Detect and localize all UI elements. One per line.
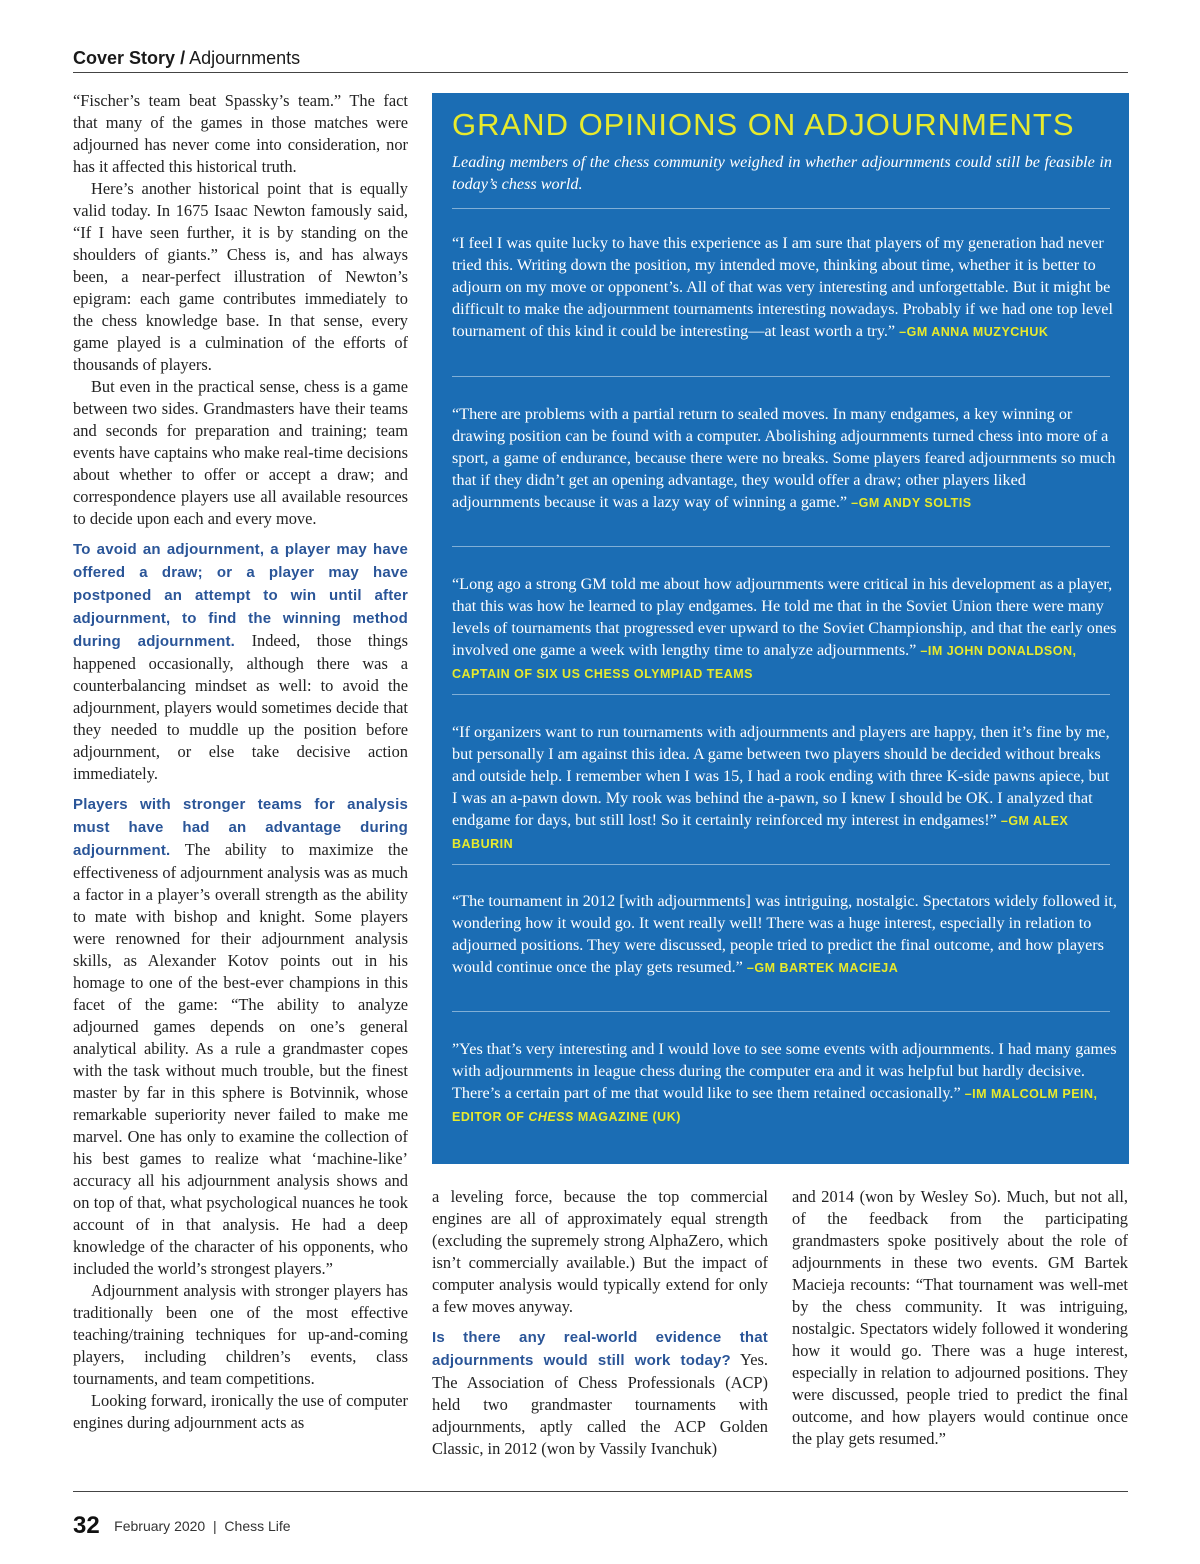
quote-text: “I feel I was quite lucky to have this experience as I am sure that players of my generation had never tried this. Writing down the position, my intended move, thinking about time, whether it is better to adjourn on my move or opponent’s. All of that was very interesting and unforgettable. But it might be difficult to make the adjournment tournaments interesting nowadays. Probably if we had one top level tournament of this kind it could be interesting—at least worth a try.” bbox=[452, 234, 1113, 340]
lead-in-text: Is there any real-world evidence that adjournments would still work today? bbox=[432, 1329, 768, 1369]
lead-in-text: Players with stronger teams for analysis must have had an advantage during adjournment. bbox=[73, 796, 408, 859]
quote-attribution: –GM BARTEK MACIEJA bbox=[746, 961, 899, 975]
paragraph: and 2014 (won by Wesley So). Much, but not all, of the feedback from the participating grandmasters spoke positively about the role of adjournments in these two events. GM Bartek Macieja recounts: “That tournament was well-met by the chess community. It was intriguing, nostalgic. Spectators widely followed it wondering how it would go. There was a huge interest, especially in relation to adjourned positions. They were discussed, people tried to predict the final outcome, and how players would continue once the play gets resumed.” bbox=[792, 1187, 1128, 1448]
issue-date: February 2020 bbox=[114, 1518, 206, 1534]
section-label: Cover Story bbox=[73, 48, 176, 68]
quote-text: “The tournament in 2012 [with adjournments] was intriguing, nostalgic. Spectators widely followed it, wondering how it would go. It went really well! There was a huge interest, especially in relation to adjourned positions. They were discussed, people tried to predict the final outcome, and how players would continue once the play gets resumed.” bbox=[452, 892, 1117, 976]
footer-rule bbox=[73, 1491, 1128, 1492]
quote-baburin bbox=[452, 721, 1117, 855]
quote-donaldson bbox=[452, 573, 1117, 685]
quote-text: ”Yes that’s very interesting and I would love to see some events with adjournments. I had many games with adjournments in league chess during the computer era and it was helpful but hardly decisive. There’s a certain part of me that would like to see them retained occasionally.” bbox=[452, 1040, 1117, 1102]
sidebar-divider bbox=[452, 864, 1110, 865]
quote-attribution: –IM JOHN DONALDSON, CAPTAIN OF SIX US CHESS OLYMPIAD TEAMS bbox=[452, 644, 1077, 681]
paragraph: Looking forward, ironically the use of computer engines during adjournment acts as bbox=[73, 1391, 408, 1432]
quote-soltis bbox=[452, 403, 1117, 514]
footer-separator: | bbox=[213, 1518, 217, 1534]
quote-attribution: –GM ANDY SOLTIS bbox=[851, 496, 972, 510]
article-column-2 bbox=[432, 1186, 768, 1460]
sidebar-divider bbox=[452, 694, 1110, 695]
topic-label: Adjournments bbox=[189, 48, 301, 68]
paragraph: Adjournment analysis with stronger players has traditionally been one of the most effective teaching/training techniques for up-and-coming players, including children’s events, class tournaments, and team competitions. bbox=[73, 1281, 408, 1388]
header-separator: / bbox=[180, 48, 186, 68]
sidebar-title: GRAND OPINIONS ON ADJOURNMENTS bbox=[452, 107, 1075, 142]
quote-attribution: –GM ANNA MUZYCHUK bbox=[899, 325, 1049, 339]
quote-attribution: –GM ALEX BABURIN bbox=[452, 814, 1069, 851]
sidebar-divider bbox=[452, 546, 1110, 547]
attribution-part: –IM MALCOLM PEIN, EDITOR OF bbox=[452, 1087, 1098, 1124]
paragraph-body: Yes. The Association of Chess Professionals (ACP) held two grandmaster tournaments with adjournments, aptly called the ACP Golden Classic, in 2012 (won by Vassily Ivanchuk) bbox=[432, 1350, 769, 1458]
quote-text: “Long ago a strong GM told me about how adjournments were critical in his development as a player, that this was how he learned to play endgames. He told me that in the Soviet Union there were many levels of tournaments that progressed ever upward to the Soviet Championship, and that the early ones involved one game a week with lengthy time to analyze adjournments.” bbox=[452, 575, 1117, 659]
opinions-sidebar bbox=[432, 93, 1129, 1164]
paragraph: “Fischer’s team beat Spassky’s team.” The fact that many of the games in those matches were adjourned has never come into consideration, nor has it affected this historical truth. bbox=[73, 91, 408, 176]
magazine-name: CHESS bbox=[528, 1110, 574, 1124]
footer-issue bbox=[114, 1518, 290, 1534]
paragraph: a leveling force, because the top commercial engines are all of approximately equal strength (excluding the supremely strong AlphaZero, which isn’t commercially available.) But the impact of computer analysis would typically extend for only a few moves anyway. bbox=[432, 1187, 768, 1316]
lead-in-text: To avoid an adjournment, a player may have offered a draw; or a player may have postponed an attempt to win until after adjournment, to find the winning method during adjournment. bbox=[73, 541, 408, 650]
paragraph-body: Indeed, those things happened occasionally, although there was a counterbalancing mindset as well: to avoid the adjournment, players would sometimes decide that they needed to muddle up the position before adjournment, or else take decisive action immediately. bbox=[73, 631, 408, 783]
page-number: 32 bbox=[73, 1512, 100, 1539]
quote-text: “There are problems with a partial return to sealed moves. In many endgames, a key winning or drawing position can be found with a computer. Abolishing adjournments turned chess into more of a sport, a game of endurance, because there were no breaks. Some players feared adjournments so much that if they didn’t get an opening advantage, they would offer a draw; other players liked adjournments because it was a lazy way of winning a game.” bbox=[452, 405, 1116, 511]
sidebar-divider bbox=[452, 376, 1110, 377]
paragraph-lead-in bbox=[73, 793, 408, 1280]
sidebar-intro: Leading members of the chess community weighed in whether adjournments could still be feasible in today’s chess world. bbox=[452, 153, 1112, 193]
article-column-3 bbox=[792, 1186, 1128, 1450]
quote-muzychuk bbox=[452, 232, 1117, 343]
attribution-part: MAGAZINE (UK) bbox=[573, 1110, 681, 1124]
quote-pein bbox=[452, 1038, 1117, 1128]
running-header bbox=[73, 48, 1128, 70]
quote-macieja bbox=[452, 890, 1117, 979]
magazine-title: Chess Life bbox=[224, 1518, 291, 1534]
paragraph-lead-in bbox=[432, 1326, 768, 1460]
sidebar-divider bbox=[452, 208, 1110, 209]
paragraph: But even in the practical sense, chess is a game between two sides. Grandmasters have their teams and seconds for preparation and training; team events have captains who make real-time decisions about whether to offer or accept a draw; and correspondence players use all available resources to decide upon each and every move. bbox=[73, 377, 408, 528]
paragraph: Here’s another historical point that is equally valid today. In 1675 Isaac Newton famously said, “If I have seen further, it is by standing on the shoulders of giants.” Chess is, and has always been, a near-perfect illustration of Newton’s epigram: each game contributes immediately to the chess knowledge base. In that sense, every game played is a culmination of the efforts of thousands of players. bbox=[73, 179, 408, 374]
sidebar-divider bbox=[452, 1011, 1110, 1012]
paragraph-lead-in bbox=[73, 538, 408, 785]
paragraph-body: The ability to maximize the effectiveness of adjournment analysis was as much a factor in a player’s overall strength as the ability to mate with bishop and knight. Some players were renowned for their adjournment analysis skills, as Alexander Kotov points out in his homage to one of the best-ever champions in this facet of the game: “The ability to analyze adjourned games depends on one’s general analytical ability. As a rule a grandmaster copes with the task without much trouble, but the finest master by far in this sphere is Botvinnik, whose remarkable superiority never failed to make me marvel. One has only to examine the collection of his best games to realize what ‘machine-like’ accuracy all his adjournment analysis shows and on top of that, what psychological nuances he took account of in that analysis. He had a deep knowledge of the character of his opponents, who included the world’s strongest players.” bbox=[73, 840, 408, 1278]
quote-text: “If organizers want to run tournaments with adjournments and players are happy, then it’s fine by me, but personally I am against this idea. A game between two players should be decided without breaks and outside help. I remember when I was 15, I had a rook ending with three K-side pawns apiece, but I was an a-pawn down. My rook was behind the a-pawn, so I knew I should be OK. I analyzed that endgame for days, but still lost! So it certainly reinforced my interest in endgames!” bbox=[452, 723, 1110, 829]
page-footer bbox=[73, 1512, 291, 1540]
header-rule bbox=[73, 72, 1128, 73]
article-column-1 bbox=[73, 90, 408, 1434]
